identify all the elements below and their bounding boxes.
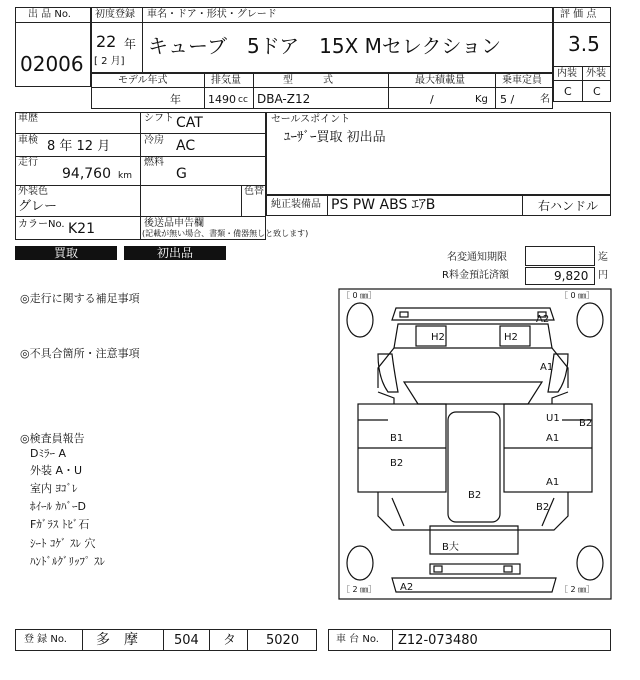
car-name: キューブ 5ドア 15X Mセレクション — [148, 34, 502, 58]
damage-left-front-door: B1 — [390, 433, 404, 444]
inspector-line: ﾎｲｰﾙ ｶﾊﾞｰD — [30, 500, 86, 513]
history-label: 車歴 — [18, 113, 38, 124]
color-value: グレー — [18, 199, 58, 214]
color-change-label: 色替 — [244, 186, 264, 197]
max-load-value: / — [430, 93, 434, 106]
capacity-unit: 名 — [540, 94, 550, 105]
max-load-label: 最大積載量 — [415, 75, 465, 86]
reg-year: 22 — [96, 32, 117, 51]
shift-value: CAT — [176, 115, 203, 131]
sales-point-label: セールスポイント — [271, 114, 351, 125]
damage-roof: B2 — [468, 490, 482, 501]
damage-right-pillar: B2 — [579, 418, 593, 429]
mileage-unit: km — [118, 171, 132, 181]
tag-first-listing: 初出品 — [124, 246, 226, 260]
fuel-value: G — [176, 166, 187, 182]
car-damage-diagram — [338, 288, 612, 600]
inspection-label: 車検 — [18, 135, 38, 146]
interior-label: 内装 — [557, 68, 577, 79]
color-no-value: K21 — [68, 221, 95, 237]
grade-label: 評 価 点 — [560, 9, 597, 20]
docs-label: 後送品申告欄 — [144, 218, 204, 229]
plate-number: 5020 — [266, 633, 300, 648]
exterior-grade: C — [593, 85, 601, 98]
inspector-line: 外装 A・U — [30, 464, 83, 477]
inspector-line: ﾊﾝﾄﾞﾙｸﾞﾘｯﾌﾟ ｽﾚ — [30, 555, 105, 568]
front-left-tire-depth: ［ 0 ㎜］ — [342, 291, 377, 300]
steering-value: 右ハンドル — [538, 199, 599, 213]
inspector-line: ｼｰﾄ ｺｹﾞ ｽﾚ 穴 — [30, 537, 96, 550]
transfer-box — [525, 246, 595, 266]
lot-label: 出 品 No. — [28, 9, 71, 20]
plate-region: 多 摩 — [96, 632, 138, 648]
displacement-value: 1490 — [208, 93, 236, 106]
equipment-value: PS PW ABS ｴｱB — [331, 197, 436, 213]
capacity-value: 5 / — [500, 93, 515, 106]
front-right-tire-depth: ［ 0 ㎜］ — [560, 291, 595, 300]
inspection-value: 8 年 12 月 — [47, 139, 111, 154]
chassis-label: 車 台 No. — [336, 634, 379, 645]
year-unit: 年 — [124, 37, 137, 51]
docs-note: (記載が無い場合、書類・備器無しと致します) — [142, 229, 309, 238]
fuel-label: 燃料 — [144, 157, 164, 168]
ac-value: AC — [176, 138, 196, 154]
model-type: DBA-Z12 — [257, 92, 311, 106]
damage-right-front-door: A1 — [546, 433, 560, 444]
rear-left-tire-depth: ［ 2 ㎜］ — [342, 585, 377, 594]
transfer-label: 名変通知期限 — [447, 252, 507, 263]
damage-left-rear-door: B2 — [390, 458, 404, 469]
ac-label: 冷房 — [144, 135, 164, 146]
damage-rear-bumper: A2 — [400, 582, 414, 593]
model-year-label: モデル年式 — [118, 75, 168, 86]
sales-point-value: ﾕｰｻﾞｰ買取 初出品 — [284, 130, 386, 145]
type-label: 型 式 — [283, 75, 333, 86]
displacement-unit: cc — [238, 95, 248, 105]
mileage-value: 94,760 — [62, 166, 111, 182]
damage-right-front-door-top: U1 — [546, 413, 560, 424]
displacement-label: 排気量 — [211, 75, 241, 86]
inspector-line: 室内 ﾖｺﾞﾚ — [30, 482, 78, 495]
damage-front-bumper: A2 — [536, 314, 550, 325]
equipment-label: 純正装備品 — [271, 199, 321, 210]
damage-right-front-fender: A1 — [540, 362, 554, 373]
damage-front-right-light: H2 — [504, 332, 518, 343]
color-no-label: カラーNo. — [18, 219, 65, 230]
car-name-label: 車名・ドア・形状・グレード — [147, 9, 277, 20]
recycle-unit: 円 — [598, 270, 608, 281]
rear-right-tire-depth: ［ 2 ㎜］ — [560, 585, 595, 594]
recycle-value: 9,820 — [554, 269, 589, 283]
damage-front-left-light: H2 — [431, 332, 445, 343]
lot-number: 02006 — [20, 52, 84, 76]
plate-class: 504 — [174, 633, 199, 648]
plate-kana: タ — [223, 633, 237, 648]
max-load-unit: Kg — [475, 94, 488, 105]
first-reg-label: 初度登録 — [95, 9, 135, 20]
tag-buyback: 買取 — [15, 246, 117, 260]
capacity-label: 乗車定員 — [502, 75, 542, 86]
driving-notes-title: ◎走行に関する補足事項 — [20, 292, 140, 305]
plate-label: 登 録 No. — [24, 634, 67, 645]
shift-label: シフト — [144, 113, 174, 124]
damage-right-rear-door: A1 — [546, 477, 560, 488]
exterior-label: 外装 — [586, 68, 606, 79]
chassis-number: Z12-073480 — [398, 633, 478, 648]
color-label: 外装色 — [18, 186, 48, 197]
inspector-line: Dﾐﾗｰ A — [30, 447, 66, 460]
reg-month: [ 2 月] — [94, 56, 125, 67]
recycle-label: R料金預託済額 — [442, 270, 509, 281]
defects-title: ◎不具合箇所・注意事項 — [20, 347, 140, 360]
transfer-unit: 迄 — [598, 252, 608, 263]
damage-right-rear-fender: B2 — [536, 502, 550, 513]
grade-value: 3.5 — [568, 32, 600, 56]
mileage-label: 走行 — [18, 157, 38, 168]
inspector-title: ◎検査員報告 — [20, 432, 85, 445]
model-year-unit: 年 — [170, 93, 181, 106]
interior-grade: C — [564, 85, 572, 98]
inspector-line: Fｶﾞﾗｽ ﾄﾋﾞ石 — [30, 518, 90, 531]
damage-rear-gate: B大 — [442, 542, 459, 553]
